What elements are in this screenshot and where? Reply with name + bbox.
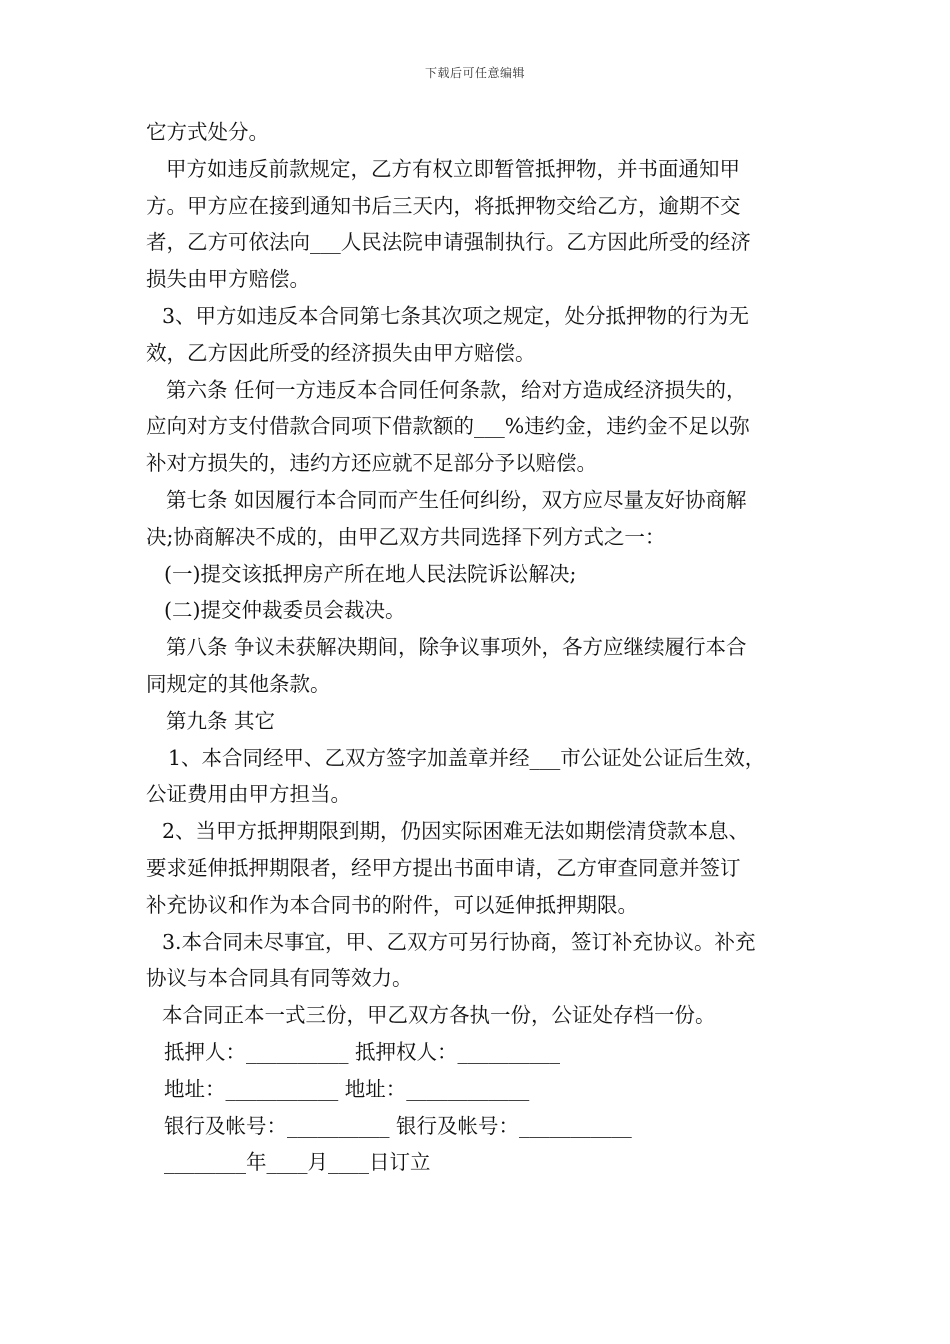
text-line: 第七条 如因履行本合同而产生任何纠纷，双方应尽量友好协商解 [166,487,747,512]
text-line: 地址：___________ 地址：____________ [164,1076,530,1101]
text-line: 协议与本合同具有同等效力。 [146,966,413,991]
paragraph-item-3 [146,298,814,372]
text-line: ________年____月____日订立 [164,1150,431,1175]
text-line: 本合同正本一式三份，甲乙双方各执一份，公证处存档一份。 [162,1003,716,1028]
text-line: 1、本合同经甲、乙双方签字加盖章并经___市公证处公证后生效， [168,745,766,770]
text-line: 损失由甲方赔偿。 [146,267,310,292]
paragraph-breach-custody [146,151,814,298]
text-line: 银行及帐号：__________ 银行及帐号：___________ [164,1113,632,1138]
signature-date-line [146,1144,814,1181]
text-line: 效，乙方因此所受的经济损失由甲方赔偿。 [146,340,536,365]
paragraph-clause-2 [146,813,814,923]
text-line: 同规定的其他条款。 [146,671,331,696]
text-line: 抵押人：__________ 抵押权人：__________ [164,1039,561,1064]
text-line: 决;协商解决不成的，由甲乙双方共同选择下列方式之一： [146,524,666,549]
text-line: 第八条 争议未获解决期间，除争议事项外，各方应继续履行本合 [166,635,747,660]
text-line: 补充协议和作为本合同书的附件，可以延伸抵押期限。 [146,892,638,917]
text-line: 3、甲方如违反本合同第七条其次项之规定，处分抵押物的行为无 [162,303,750,328]
text-line: (一)提交该抵押房产所在地人民法院诉讼解决; [164,561,577,586]
paragraph-clause-3 [146,924,814,998]
text-line: 要求延伸抵押期限者，经甲方提出书面申请，乙方审查同意并签订 [146,855,741,880]
text-line: 第九条 其它 [166,708,276,733]
signature-bank-line [146,1108,814,1145]
page-header: 下载后可任意编辑 [424,66,525,80]
text-line: 它方式处分。 [146,120,269,144]
text-line: 方。甲方应在接到通知书后三天内，将抵押物交给乙方，逾期不交 [146,193,741,218]
document-body [146,114,814,1181]
paragraph-article-7 [146,482,814,556]
text-line: 第六条 任何一方违反本合同任何条款，给对方造成经济损失的， [166,377,747,402]
text-line: (二)提交仲裁委员会裁决。 [164,598,406,623]
paragraph-continuation [146,114,814,151]
text-line: 应向对方支付借款合同项下借款额的___%违约金，违约金不足以弥 [146,414,750,439]
paragraph-article-9 [146,703,814,740]
signature-mortgagor-line [146,1034,814,1071]
paragraph-article-6 [146,372,814,482]
paragraph-clause-1 [146,740,814,814]
text-line: 甲方如违反前款规定，乙方有权立即暂管抵押物，并书面通知甲 [166,156,740,181]
paragraph-article-8 [146,629,814,703]
paragraph-option-1 [146,556,814,593]
paragraph-copies [146,997,814,1034]
paragraph-option-2 [146,592,814,629]
text-line: 补对方损失的，违约方还应就不足部分予以赔偿。 [146,451,597,476]
text-line: 公证费用由甲方担当。 [146,782,351,807]
text-line: 者，乙方可依法向___人民法院申请强制执行。乙方因此所受的经济 [146,230,751,255]
text-line: 2、当甲方抵押期限到期，仍因实际困难无法如期偿清贷款本息、 [162,819,750,844]
text-line: 3.本合同未尽事宜，甲、乙双方可另行协商，签订补充协议。补充 [162,929,756,954]
signature-address-line [146,1071,814,1108]
